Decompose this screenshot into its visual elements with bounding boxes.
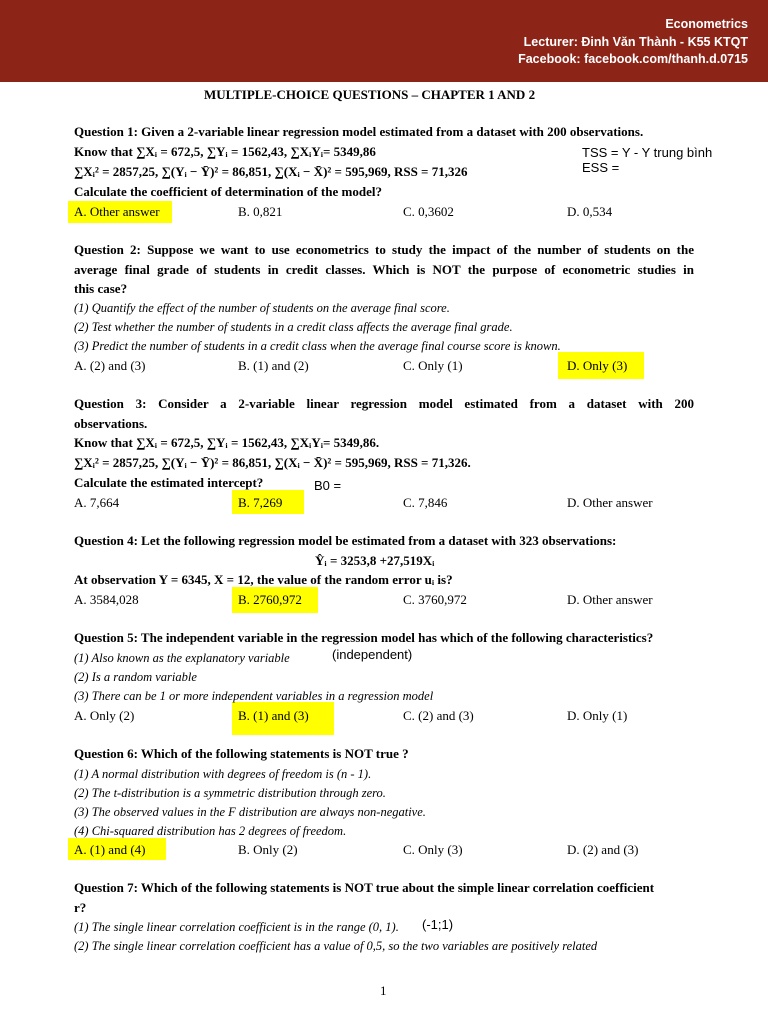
- q5-statement-3: (3) There can be 1 or more independent variables in a regression model: [74, 689, 434, 703]
- q6-option-b: B. Only (2): [238, 842, 298, 857]
- q7-statement-2: (2) The single linear correlation coefficient has a value of 0,5, so the two variables are positively related: [74, 939, 598, 953]
- header-banner: [0, 0, 768, 82]
- q6-statement-4: (4) Chi-squared distribution has 2 degrees of freedom.: [74, 824, 347, 838]
- q2-stem-line-3: this case?: [74, 281, 128, 296]
- q5-statement-1: (1) Also known as the explanatory variable: [74, 651, 290, 665]
- q5-stem: Question 5: The independent variable in the regression model has which of the following characteristics?: [74, 630, 654, 645]
- q1-option-a: A. Other answer: [74, 204, 160, 219]
- q3-option-c: C. 7,846: [403, 495, 448, 510]
- q3-stem-line-4: ∑Xᵢ² = 2857,25, ∑(Yᵢ − Ȳ)² = 86,851, ∑(Xᵢ − X̄)² = 595,969, RSS = 71,326.: [74, 455, 471, 470]
- q6-option-d: D. (2) and (3): [567, 842, 639, 857]
- q3-option-a: A. 7,664: [74, 495, 120, 510]
- q4-option-b: B. 2760,972: [238, 592, 302, 607]
- q1-option-b: B. 0,821: [238, 204, 283, 219]
- q3-stem-line-5: Calculate the estimated intercept?: [74, 475, 264, 490]
- q3-stem-line-3: Know that ∑Xᵢ = 672,5, ∑Yᵢ = 1562,43, ∑XᵢYᵢ= 5349,86.: [74, 435, 380, 450]
- q2-option-d: D. Only (3): [567, 358, 628, 373]
- q1-stem-line-2: Know that ∑Xᵢ = 672,5, ∑Yᵢ = 1562,43, ∑XᵢYᵢ= 5349,86: [74, 144, 376, 159]
- q6-option-c: C. Only (3): [403, 842, 463, 857]
- q4-stem-line-2: At observation Y = 6345, X = 12, the value of the random error uᵢ is?: [74, 572, 453, 587]
- q3-stem-line-2: observations.: [74, 416, 148, 431]
- q7-handwritten-note: (-1;1): [422, 917, 454, 932]
- q3-handwritten-note: B0 =: [314, 478, 342, 493]
- q1-handwritten-note-2: ESS =: [582, 160, 620, 175]
- q4-stem-line-1: Question 4: Let the following regression model be estimated from a dataset with 323 observations:: [74, 533, 617, 548]
- q6-stem: Question 6: Which of the following statements is NOT true ?: [74, 746, 409, 761]
- q1-stem-line-1: Question 1: Given a 2-variable linear regression model estimated from a dataset with 200 observations.: [74, 124, 644, 139]
- q4-equation: Ŷᵢ = 3253,8 +27,519Xᵢ: [315, 553, 435, 568]
- q2-statement-3: (3) Predict the number of students in a credit class when the average final course score is known.: [74, 339, 561, 353]
- facebook-link: Facebook: facebook.com/thanh.d.0715: [518, 52, 748, 66]
- q2-stem-line-2: average final grade of students in credit classes. Which is NOT the purpose of econometric studies in: [74, 262, 694, 277]
- q4-option-d: D. Other answer: [567, 592, 653, 607]
- q1-stem-line-4: Calculate the coefficient of determination of the model?: [74, 184, 382, 199]
- q5-option-d: D. Only (1): [567, 708, 628, 723]
- q7-stem-line-1: Question 7: Which of the following statements is NOT true about the simple linear correlation coefficient: [74, 880, 655, 895]
- q3-option-d: D. Other answer: [567, 495, 653, 510]
- q3-option-b: B. 7,269: [238, 495, 283, 510]
- q1-stem-line-3: ∑Xᵢ² = 2857,25, ∑(Yᵢ − Ȳ)² = 86,851, ∑(Xᵢ − X̄)² = 595,969, RSS = 71,326: [74, 164, 468, 179]
- page-number: 1: [380, 983, 387, 998]
- q5-option-a: A. Only (2): [74, 708, 135, 723]
- q4-option-a: A. 3584,028: [74, 592, 139, 607]
- q2-option-a: A. (2) and (3): [74, 358, 146, 373]
- q5-handwritten-note: (independent): [332, 647, 413, 662]
- q5-option-c: C. (2) and (3): [403, 708, 474, 723]
- q2-option-b: B. (1) and (2): [238, 358, 309, 373]
- q2-option-c: C. Only (1): [403, 358, 463, 373]
- q2-statement-1: (1) Quantify the effect of the number of students on the average final score.: [74, 301, 450, 315]
- q1-option-c: C. 0,3602: [403, 204, 454, 219]
- page-title: MULTIPLE-CHOICE QUESTIONS – CHAPTER 1 AND 2: [204, 87, 536, 102]
- q5-option-b: B. (1) and (3): [238, 708, 309, 723]
- q2-stem-line-1: Question 2: Suppose we want to use econometrics to study the impact of the number of students on the: [74, 242, 694, 257]
- q4-option-c: C. 3760,972: [403, 592, 467, 607]
- q6-statement-2: (2) The t-distribution is a symmetric distribution through zero.: [74, 786, 386, 800]
- q2-statement-2: (2) Test whether the number of students in a credit class affects the average final grade.: [74, 320, 513, 334]
- course-name: Econometrics: [665, 17, 748, 31]
- q5-statement-2: (2) Is a random variable: [74, 670, 197, 684]
- q7-statement-1: (1) The single linear correlation coefficient is in the range (0, 1).: [74, 920, 399, 934]
- q3-stem-line-1: Question 3: Consider a 2-variable linear regression model estimated from a dataset with 200: [74, 396, 694, 411]
- q6-statement-3: (3) The observed values in the F distribution are always non-negative.: [74, 805, 426, 819]
- q6-option-a: A. (1) and (4): [74, 842, 146, 857]
- q7-stem-line-2: r?: [74, 900, 87, 915]
- lecturer-name: Lecturer: Đinh Văn Thành - K55 KTQT: [523, 35, 748, 49]
- q1-option-d: D. 0,534: [567, 204, 613, 219]
- q1-handwritten-note-1: TSS = Y - Y trung bình: [582, 145, 713, 160]
- q6-statement-1: (1) A normal distribution with degrees of freedom is (n - 1).: [74, 767, 372, 781]
